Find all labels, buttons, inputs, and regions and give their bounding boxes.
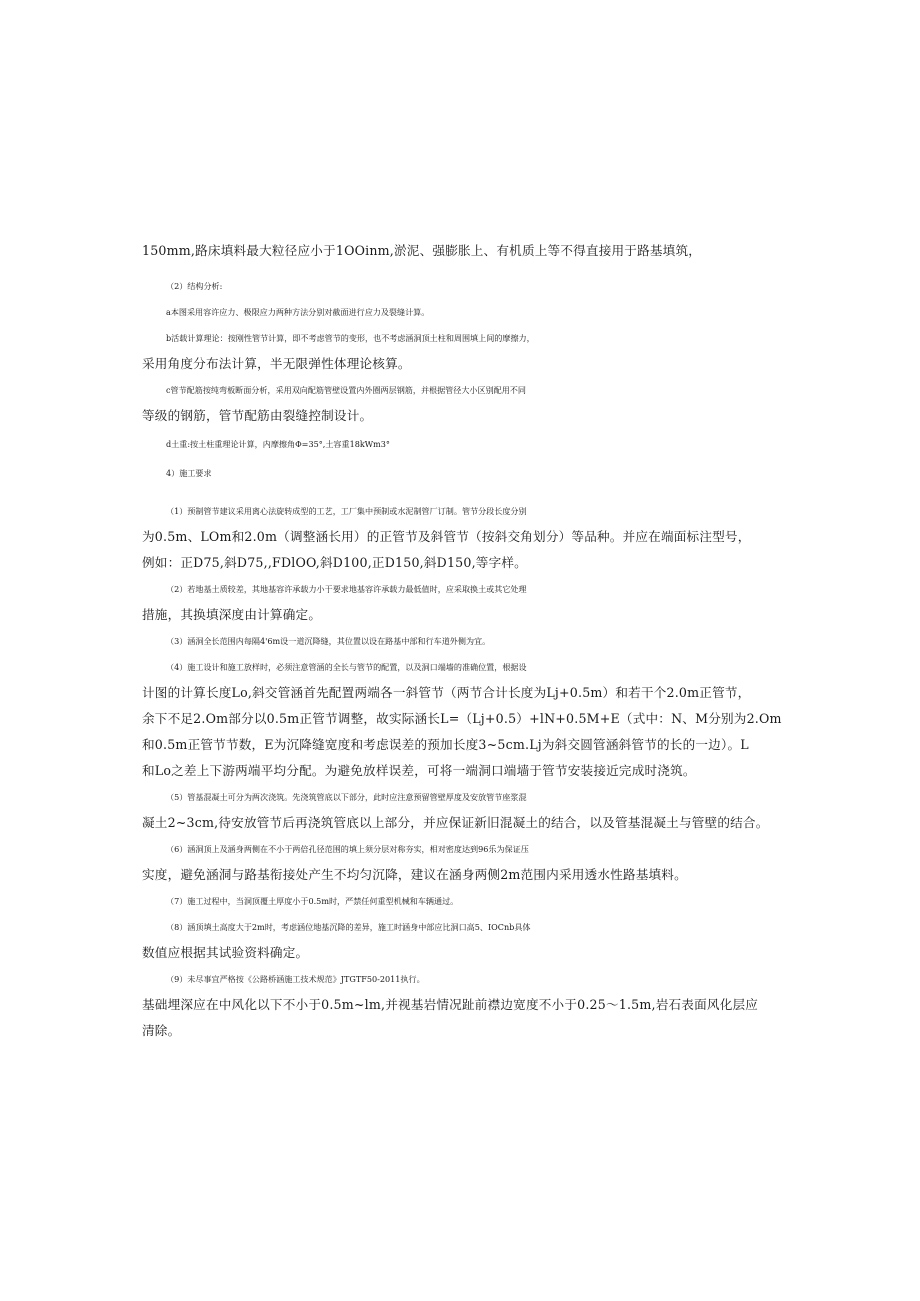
text-line: （7）施工过程中，当洞顶覆土厚度小于0.5m时，严禁任何重型机械和车辆通过。 [166,896,459,906]
text-line: 150mm,路床填料最大粒径应小于1OOinm,淤泥、强膨胀上、有机质上等不得直接用于路基填筑， [142,243,702,258]
text-line: a本图采用容许应力、极限应力两种方法分别对截面进行应力及裂缝计算。 [166,307,430,317]
text-line: （8）涵顶填土高度大于2m时，考虑涵位地基沉降的差异，施工时涵身中部应比洞口高5、IOCnb具体 [166,922,531,932]
text-line: （6）涵洞顶上及涵身两侧在不小于两倍孔径范围的填上须分层对称夯实，相对密度达到96乐为保证压 [166,844,529,854]
text-line: （3）涵洞全长范围内每隔4'6m设一道沉降缝，其位置以设在路基中部和行车道外侧为宜。 [166,636,491,646]
text-line: （2）若地基土质较差，其地基容许承载力小于要求地基容许承载力最低值时，应采取换土或其它处理 [166,584,527,594]
text-line: d土重:按土柱重理论计算，内摩擦角Φ=35°,土容重18kWm3° [166,439,390,449]
text-line: 清除。 [142,1023,181,1038]
text-line: 实度，避免涵洞与路基衔接处产生不均匀沉降，建议在涵身两侧2m范围内采用透水性路基填料。 [142,867,687,882]
text-line: 例如：正D75,斜D75,,FDlOO,斜D100,正D150,斜D150,等字样。 [142,555,527,570]
text-line: 等级的钢筋，管节配筋由裂缝控制设计。 [142,408,373,423]
section-heading: （2）结构分析: [166,281,223,291]
text-line: 基础埋深应在中风化以下不小于0.5m~lm,并视基岩情况趾前襟边宽度不小于0.25～1.5m,岩石表面风化层应 [142,997,759,1012]
text-line: 数值应根据其试验资料确定。 [142,945,309,960]
text-line: 为0.5m、LOm和2.0m（调整涵长用）的正管节及斜管节（按斜交角划分）等品种。并应在端面标注型号， [142,529,751,544]
text-line: 措施，其换填深度由计算确定。 [142,607,322,622]
text-line: 采用角度分布法计算，半无限弹性体理论核算。 [142,356,411,371]
text-line: （1）预制管节建议采用离心法旋转成型的工艺，工厂集中预制或水泥制管厂订制。管节分段长度分别 [166,506,527,516]
text-line: （5）管基混凝土可分为两次浇筑。先浇筑管底以下部分，此时应注意预留管壁厚度及安放管节座浆混 [166,792,527,802]
text-line: 计图的计算长度Lo,斜交管涵首先配置两端各一斜管节（两节合计长度为Lj+0.5m）和若干个2.0m正管节， [142,685,751,700]
text-line: 凝土2~3cm,待安放管节后再浇筑管底以上部分，并应保证新旧混凝土的结合，以及管基混凝土与管壁的结合。 [142,815,769,830]
text-line: （9）未尽事宜严格按《公路桥涵施工技术规范》JTGTF50-2011执行。 [166,974,425,984]
text-line: （4）施工设计和施工放样时，必须注意管涵的全长与管节的配置，以及洞口端墙的准确位置，根据设 [166,662,527,672]
text-line: b活载计算理论：按刚性管节计算，即不考虑管节的变形，也不考虑涵洞顶土柱和周围填上间的摩擦力， [166,333,535,343]
text-line: 和0.5m正管节节数，E为沉降缝宽度和考虑误差的预加长度3~5cm.Lj为斜交圆管涵斜管节的长的一边）。L [142,737,749,752]
text-line: 余下不足2.Om部分以0.5m正管节调整，故实际涵长L=（Lj+0.5）+lN+0.5M+E（式中：N、M分别为2.Om [142,711,782,726]
text-line: c管节配筋按纯弯板断面分析，采用双向配筋管壁设置内外圈两层钢筋，并根据管径大小区别配用不同 [166,385,526,395]
text-line: 和Lo之差上下游两端平均分配。为避免放样误差，可将一端洞口端墙于管节安装接近完成时浇筑。 [142,763,696,778]
section-heading: 4）施工要求 [166,468,212,478]
